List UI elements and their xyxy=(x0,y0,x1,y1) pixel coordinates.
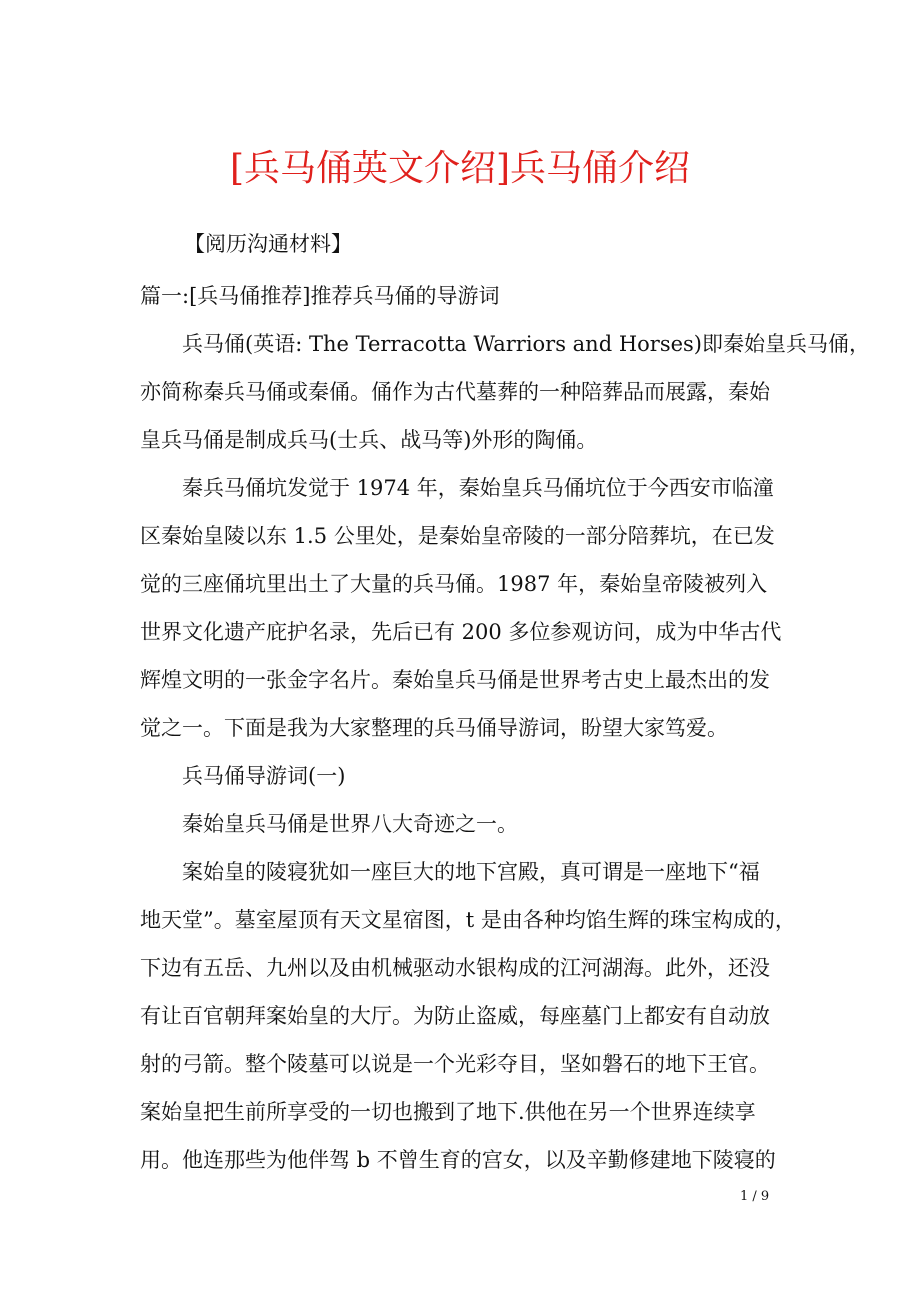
paragraph-line: 用。他连那些为他伴驾 b 不曾生育的宫女，以及辛勤修建地下陵寝的 xyxy=(140,1148,776,1172)
paragraph-line: 射的弓箭。整个陵墓可以说是一个光彩夺目，坚如磐石的地下王官。 xyxy=(140,1052,770,1076)
paragraph-line: 区秦始皇陵以东 1.5 公里处，是秦始皇帝陵的一部分陪葬坑，在已发 xyxy=(140,524,775,548)
paragraph-line: 亦简称秦兵马俑或秦俑。俑作为古代墓葬的一种陪葬品而展露，秦始 xyxy=(140,380,770,404)
paragraph-line: 兵马俑(英语: The Terracotta Warriors and Horses)即秦始皇兵马俑， xyxy=(182,332,870,356)
page-indicator: 1 / 9 xyxy=(740,1189,770,1204)
paragraph-line: 有让百官朝拜案始皇的大厅。为防止盗威，每座墓门上都安有自动放 xyxy=(140,1004,770,1028)
article-heading: 篇一:[兵马俑推荐]推荐兵马俑的导游词 xyxy=(140,284,500,308)
paragraph-line: 觉的三座俑坑里出土了大量的兵马俑。1987 年，秦始皇帝陵被列入 xyxy=(140,572,768,596)
document-title: [兵马俑英文介绍]兵马俑介绍 xyxy=(229,148,691,189)
paragraph-line: 案始皇的陵寝犹如一座巨大的地下宫殿，真可谓是一座地下“福 xyxy=(182,860,760,884)
paragraph-line: 觉之一。下面是我为大家整理的兵马俑导游词，盼望大家笃爱。 xyxy=(140,716,728,740)
paragraph-line: 地天堂”。墓室屋顶有天文星宿图，t 是由各种均馅生辉的珠宝构成的， xyxy=(140,908,796,932)
subheading: 兵马俑导游词(一) xyxy=(182,764,346,788)
paragraph-line: 秦始皇兵马俑是世界八大奇迹之一。 xyxy=(182,812,518,836)
paragraph-line: 案始皇把生前所享受的一切也搬到了地下.供他在另一个世界连续享 xyxy=(140,1100,756,1124)
paragraph-line: 下边有五岳、九州以及由机械驱动水银构成的江河湖海。此外，还没 xyxy=(140,956,770,980)
paragraph-line: 皇兵马俑是制成兵马(士兵、战马等)外形的陶俑。 xyxy=(140,428,598,452)
section-label: 【阅历沟通材料】 xyxy=(184,232,352,256)
paragraph-line: 秦兵马俑坑发觉于 1974 年，秦始皇兵马俑坑位于今西安市临潼 xyxy=(182,476,774,500)
paragraph-line: 辉煌文明的一张金字名片。秦始皇兵马俑是世界考古史上最杰出的发 xyxy=(140,668,770,692)
paragraph-line: 世界文化遗产庇护名录，先后已有 200 多位参观访问，成为中华古代 xyxy=(140,620,782,644)
